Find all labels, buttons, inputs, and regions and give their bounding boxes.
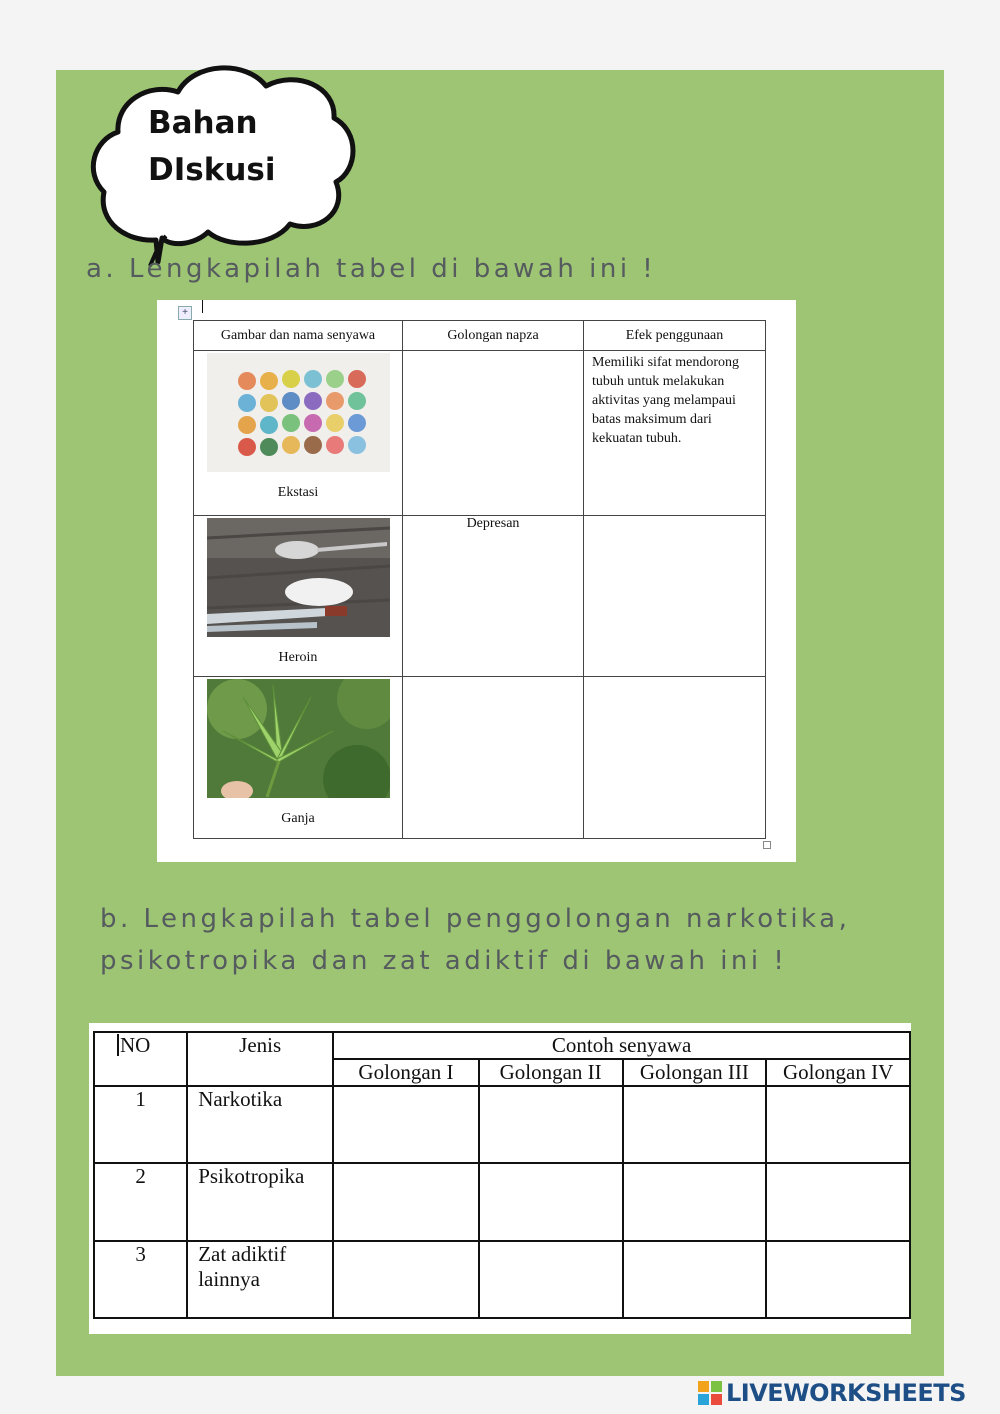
row-no: 2 bbox=[94, 1163, 187, 1241]
drug-name-heroin: Heroin bbox=[278, 650, 318, 665]
col-header-jenis: Jenis bbox=[187, 1032, 333, 1086]
classification-table bbox=[93, 1031, 911, 1319]
answer-cell[interactable] bbox=[479, 1086, 623, 1163]
table-move-handle-icon: + bbox=[178, 306, 192, 320]
brand-name: LIVEWORKSHEETS bbox=[726, 1379, 966, 1407]
answer-cell[interactable] bbox=[766, 1241, 910, 1318]
row-jenis: Zat adiktif lainnya bbox=[187, 1241, 333, 1318]
ecstasy-pills-icon bbox=[207, 353, 390, 472]
col-header-no bbox=[94, 1032, 187, 1086]
answer-cell[interactable] bbox=[623, 1241, 767, 1318]
heroin-spoon-icon bbox=[207, 518, 390, 637]
golongan-text-heroin: Depresan bbox=[403, 516, 584, 677]
bubble-title-line2: DIskusi bbox=[148, 152, 276, 188]
text-cursor bbox=[202, 300, 203, 313]
image-cell bbox=[194, 351, 403, 516]
answer-cell[interactable] bbox=[479, 1163, 623, 1241]
col-header-golongan-1: Golongan I bbox=[333, 1059, 479, 1086]
table-row bbox=[194, 351, 766, 516]
drug-name-ganja: Ganja bbox=[281, 811, 315, 826]
answer-cell[interactable] bbox=[479, 1241, 623, 1318]
table-row bbox=[94, 1086, 910, 1163]
row-jenis: Psikotropika bbox=[187, 1163, 333, 1241]
answer-cell[interactable] bbox=[766, 1163, 910, 1241]
table-row bbox=[94, 1241, 910, 1318]
answer-cell[interactable] bbox=[623, 1163, 767, 1241]
col-header-golongan-4: Golongan IV bbox=[766, 1059, 910, 1086]
image-cell bbox=[194, 516, 403, 677]
liveworksheets-brand[interactable] bbox=[698, 1380, 966, 1406]
drug-table-sheet bbox=[157, 300, 796, 862]
efek-text-ekstasi: Memiliki sifat mendorong tubuh untuk melakukan aktivitas yang melampaui batas maksimum dari kekuatan tubuh. bbox=[584, 351, 766, 516]
answer-cell[interactable] bbox=[623, 1086, 767, 1163]
image-cell bbox=[194, 677, 403, 839]
table-row bbox=[94, 1163, 910, 1241]
row-no: 3 bbox=[94, 1241, 187, 1318]
golongan-input-ekstasi[interactable] bbox=[403, 351, 584, 516]
col-header-no-label: NO bbox=[120, 1033, 151, 1057]
golongan-input-ganja[interactable] bbox=[403, 677, 584, 839]
instruction-a: a. Lengkapilah tabel di bawah ini ! bbox=[86, 254, 657, 284]
row-jenis: Narkotika bbox=[187, 1086, 333, 1163]
col-header-golongan-3: Golongan III bbox=[623, 1059, 767, 1086]
answer-cell[interactable] bbox=[333, 1163, 479, 1241]
answer-cell[interactable] bbox=[766, 1086, 910, 1163]
classification-table-sheet bbox=[89, 1023, 911, 1334]
table-header-row bbox=[194, 321, 766, 351]
bubble-title bbox=[148, 100, 275, 194]
answer-cell[interactable] bbox=[333, 1241, 479, 1318]
text-cursor bbox=[117, 1034, 119, 1056]
table-resize-handle-icon bbox=[763, 841, 771, 849]
drug-name-ekstasi: Ekstasi bbox=[277, 485, 319, 500]
efek-input-heroin[interactable] bbox=[584, 516, 766, 677]
col-header-contoh: Contoh senyawa bbox=[333, 1032, 910, 1059]
cannabis-leaf-icon bbox=[207, 679, 390, 798]
efek-input-ganja[interactable] bbox=[584, 677, 766, 839]
drug-table bbox=[193, 320, 766, 839]
bubble-title-line1: Bahan bbox=[148, 105, 258, 141]
col-header-golongan-2: Golongan II bbox=[479, 1059, 623, 1086]
liveworksheets-logo-icon bbox=[698, 1381, 722, 1405]
table-header-row bbox=[94, 1032, 910, 1059]
col-header-efek: Efek penggunaan bbox=[584, 321, 766, 351]
col-header-gambar: Gambar dan nama senyawa bbox=[194, 321, 403, 351]
col-header-golongan: Golongan napza bbox=[403, 321, 584, 351]
instruction-b: b. Lengkapilah tabel penggolongan narkotika, psikotropika dan zat adiktif di bawah ini ! bbox=[100, 904, 851, 976]
row-no: 1 bbox=[94, 1086, 187, 1163]
answer-cell[interactable] bbox=[333, 1086, 479, 1163]
table-row bbox=[194, 516, 766, 677]
table-row bbox=[194, 677, 766, 839]
